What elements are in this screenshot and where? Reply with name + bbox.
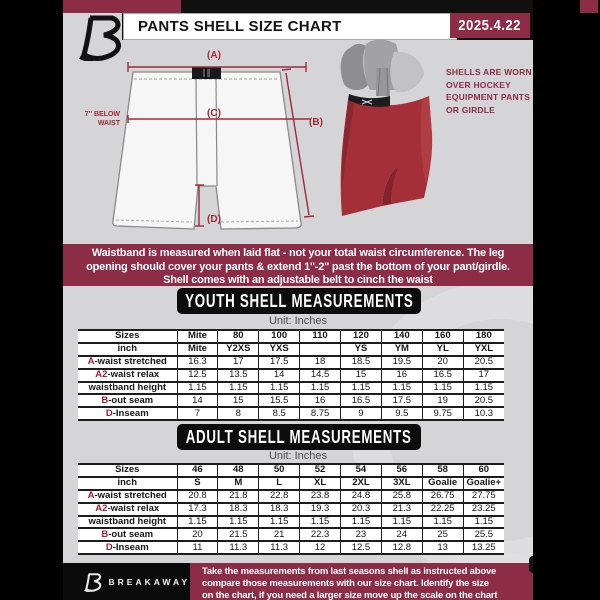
table-cell: 26.75: [422, 490, 463, 503]
table-cell: 1.15: [218, 382, 259, 395]
table-cell: 17: [463, 369, 504, 382]
table-cell: YM: [381, 343, 422, 356]
footer-note-line: compare those measurements with our size chart. Identify the size: [202, 578, 489, 589]
table-cell: 24.8: [341, 490, 382, 503]
table-cell: 18.5: [341, 356, 382, 369]
row-label: A-waist stretched: [78, 356, 177, 369]
table-cell: XL: [300, 477, 341, 490]
table-row: [78, 343, 504, 356]
table-row: [78, 330, 504, 343]
date-text: 2025.4.22: [458, 17, 522, 34]
top-accent-maroon-right: [580, 0, 598, 13]
table-row: [78, 490, 504, 503]
table-row: [78, 382, 504, 395]
table-cell: 20: [422, 356, 463, 369]
table-cell: 100: [259, 330, 300, 343]
table-cell: 140: [381, 330, 422, 343]
table-cell: 19.3: [300, 503, 341, 516]
table-row: [78, 394, 504, 407]
table-cell: 1.15: [381, 516, 422, 529]
table-cell: 8: [218, 407, 259, 420]
right-frame-column: [533, 0, 600, 600]
table-cell: 110: [300, 330, 341, 343]
table-cell: 20.5: [463, 356, 504, 369]
row-label: A2-waist relax: [78, 503, 177, 516]
row-label: inch: [78, 343, 177, 356]
table-cell: 9: [341, 407, 382, 420]
table-cell: 58: [422, 464, 463, 477]
table-cell: Goalie+: [463, 477, 504, 490]
table-row: [78, 541, 504, 554]
table-cell: 1.15: [300, 516, 341, 529]
row-label: inch: [78, 477, 177, 490]
table-cell: YL: [422, 343, 463, 356]
table-cell: M: [218, 477, 259, 490]
row-label: Sizes: [78, 464, 177, 477]
table-cell: 7: [177, 407, 218, 420]
table-cell: YXL: [463, 343, 504, 356]
table-cell: 23: [341, 528, 382, 541]
table-cell: 1.15: [341, 382, 382, 395]
table-cell: 1.15: [259, 382, 300, 395]
youth-section-banner: YOUTH SHELL MEASUREMENTS: [177, 288, 421, 314]
table-cell: 22.8: [259, 490, 300, 503]
table-cell: Mite: [177, 330, 218, 343]
table-cell: 1.15: [218, 516, 259, 529]
table-cell: 22.3: [300, 528, 341, 541]
row-label: A-waist stretched: [78, 490, 177, 503]
table-cell: Mite: [177, 343, 218, 356]
table-cell: 160: [422, 330, 463, 343]
notice-line: Shell comes with an adjustable belt to cinch the waist: [163, 274, 433, 286]
table-cell: YS: [341, 343, 382, 356]
row-label: Sizes: [78, 330, 177, 343]
table-cell: 1.15: [177, 516, 218, 529]
table-cell: 60: [463, 464, 504, 477]
measure-label-a: (A): [207, 50, 221, 61]
table-cell: 18: [300, 356, 341, 369]
table-cell: 18.3: [218, 503, 259, 516]
table-cell: 12.5: [177, 369, 218, 382]
row-label: waistband height: [78, 382, 177, 395]
table-cell: 13.25: [463, 541, 504, 554]
table-cell: 17.3: [177, 503, 218, 516]
table-cell: 1.15: [341, 516, 382, 529]
table-row: [78, 528, 504, 541]
row-label: B-out seam: [78, 394, 177, 407]
table-cell: 17: [218, 356, 259, 369]
table-cell: 10.3: [463, 407, 504, 420]
row-prefix: A2: [95, 369, 108, 381]
table-cell: 1.15: [463, 516, 504, 529]
table-cell: 12: [300, 541, 341, 554]
table-cell: 21.3: [381, 503, 422, 516]
top-accent-black: [181, 0, 533, 13]
table-cell: 17.5: [259, 356, 300, 369]
table-cell: 15.5: [259, 394, 300, 407]
youth-unit-label: Unit: Inches: [268, 315, 328, 327]
row-prefix: B: [101, 394, 109, 406]
table-cell: 9.5: [381, 407, 422, 420]
table-cell: S: [177, 477, 218, 490]
notice-line: Waistband is measured when laid flat - not your total waist circumference. The leg: [91, 247, 505, 259]
table-cell: 1.15: [463, 382, 504, 395]
page-title: [123, 13, 457, 40]
table-cell: 1.15: [422, 382, 463, 395]
footer-brand-bar: [63, 563, 190, 600]
row-label: D-Inseam: [78, 541, 177, 554]
table-cell: 20.8: [177, 490, 218, 503]
page-title-text: PANTS SHELL SIZE CHART: [138, 18, 342, 35]
table-cell: [300, 343, 341, 356]
adult-measurements-table: [78, 463, 504, 555]
table-cell: 1.15: [259, 516, 300, 529]
table-cell: 8.5: [259, 407, 300, 420]
table-row: [78, 464, 504, 477]
table-cell: 25.8: [381, 490, 422, 503]
table-cell: 1.15: [177, 382, 218, 395]
table-cell: 20.3: [341, 503, 382, 516]
table-cell: L: [259, 477, 300, 490]
table-cell: 23.8: [300, 490, 341, 503]
table-cell: 22.25: [422, 503, 463, 516]
table-cell: 80: [218, 330, 259, 343]
table-cell: 13.5: [218, 369, 259, 382]
table-cell: 1.15: [300, 382, 341, 395]
table-cell: 14.5: [300, 369, 341, 382]
shell-photo: [332, 38, 440, 238]
row-prefix: A: [87, 356, 95, 368]
table-row: [78, 369, 504, 382]
table-cell: 21: [259, 528, 300, 541]
table-row: [78, 356, 504, 369]
row-label: A2-waist relax: [78, 369, 177, 382]
table-cell: 16.5: [341, 394, 382, 407]
table-row: [78, 516, 504, 529]
breakaway-logo-icon: [83, 570, 103, 594]
table-cell: 11: [177, 541, 218, 554]
measure-label-d: (D): [207, 214, 221, 225]
table-cell: 11.3: [218, 541, 259, 554]
table-cell: 1.15: [422, 516, 463, 529]
table-cell: 17.5: [381, 394, 422, 407]
table-cell: 180: [463, 330, 504, 343]
table-cell: 27.75: [463, 490, 504, 503]
table-cell: 14: [177, 394, 218, 407]
table-cell: 19.5: [381, 356, 422, 369]
adult-section-banner: ADULT SHELL MEASUREMENTS: [177, 424, 421, 450]
table-row: [78, 503, 504, 516]
table-cell: Y2XS: [218, 343, 259, 356]
table-cell: 2XL: [341, 477, 382, 490]
table-cell: 12.5: [341, 541, 382, 554]
table-cell: 16: [300, 394, 341, 407]
row-label: B-out seam: [78, 528, 177, 541]
footer-note-line: Take the measurements from last seasons shell as instructed above: [202, 566, 497, 577]
table-cell: 21.8: [218, 490, 259, 503]
row-prefix: A: [87, 490, 95, 502]
left-frame-column: [0, 0, 63, 600]
table-cell: 18.3: [259, 503, 300, 516]
table-cell: 15: [218, 394, 259, 407]
measure-label-c: (C): [207, 108, 221, 119]
adult-unit-label: Unit: Inches: [268, 450, 328, 462]
row-prefix: A2: [95, 503, 108, 515]
table-cell: Goalie: [422, 477, 463, 490]
table-cell: 14: [259, 369, 300, 382]
table-cell: 20: [177, 528, 218, 541]
table-cell: 15: [341, 369, 382, 382]
table-cell: 11.3: [259, 541, 300, 554]
table-cell: 54: [341, 464, 382, 477]
below-waist-note: 7'' BELOW WAIST: [84, 111, 120, 127]
top-accent-maroon: [63, 0, 181, 13]
measure-label-b: (B): [309, 117, 323, 128]
row-label: waistband height: [78, 516, 177, 529]
table-row: [78, 477, 504, 490]
photo-caption: SHELLS ARE WORN OVER HOCKEY EQUIPMENT PANTS OR GIRDLE: [446, 67, 532, 115]
measurement-notice-banner: [63, 244, 533, 286]
shorts-diagram: [85, 45, 325, 240]
notice-line: opening should cover your pants & extend 1''-2'' past the bottom of your pant/girdle.: [86, 260, 510, 273]
youth-measurements-table: [78, 329, 504, 421]
table-cell: 24: [381, 528, 422, 541]
table-cell: YXS: [259, 343, 300, 356]
table-cell: 13: [422, 541, 463, 554]
brand-name: BREAKAWAY: [108, 576, 190, 587]
footer-note-line: on the chart, if you need a larger size move up the scale on the chart: [202, 590, 498, 600]
table-cell: 21.5: [218, 528, 259, 541]
footer-instructions: [190, 563, 533, 600]
table-cell: 9.75: [422, 407, 463, 420]
table-cell: 16: [381, 369, 422, 382]
table-cell: 25.5: [463, 528, 504, 541]
table-cell: 25: [422, 528, 463, 541]
row-label: D-Inseam: [78, 407, 177, 420]
table-cell: 20.5: [463, 394, 504, 407]
table-cell: 50: [259, 464, 300, 477]
table-cell: 46: [177, 464, 218, 477]
table-cell: 12.8: [381, 541, 422, 554]
table-cell: 16.3: [177, 356, 218, 369]
table-cell: 56: [381, 464, 422, 477]
row-prefix: D: [105, 541, 113, 553]
table-row: [78, 407, 504, 420]
row-prefix: D: [105, 407, 113, 419]
table-cell: 120: [341, 330, 382, 343]
date-badge: [450, 13, 530, 38]
table-cell: 3XL: [381, 477, 422, 490]
table-cell: 48: [218, 464, 259, 477]
table-cell: 16.5: [422, 369, 463, 382]
table-cell: 23.25: [463, 503, 504, 516]
table-cell: 1.15: [381, 382, 422, 395]
table-cell: 52: [300, 464, 341, 477]
table-cell: 8.75: [300, 407, 341, 420]
row-prefix: B: [101, 528, 109, 540]
table-cell: 19: [422, 394, 463, 407]
